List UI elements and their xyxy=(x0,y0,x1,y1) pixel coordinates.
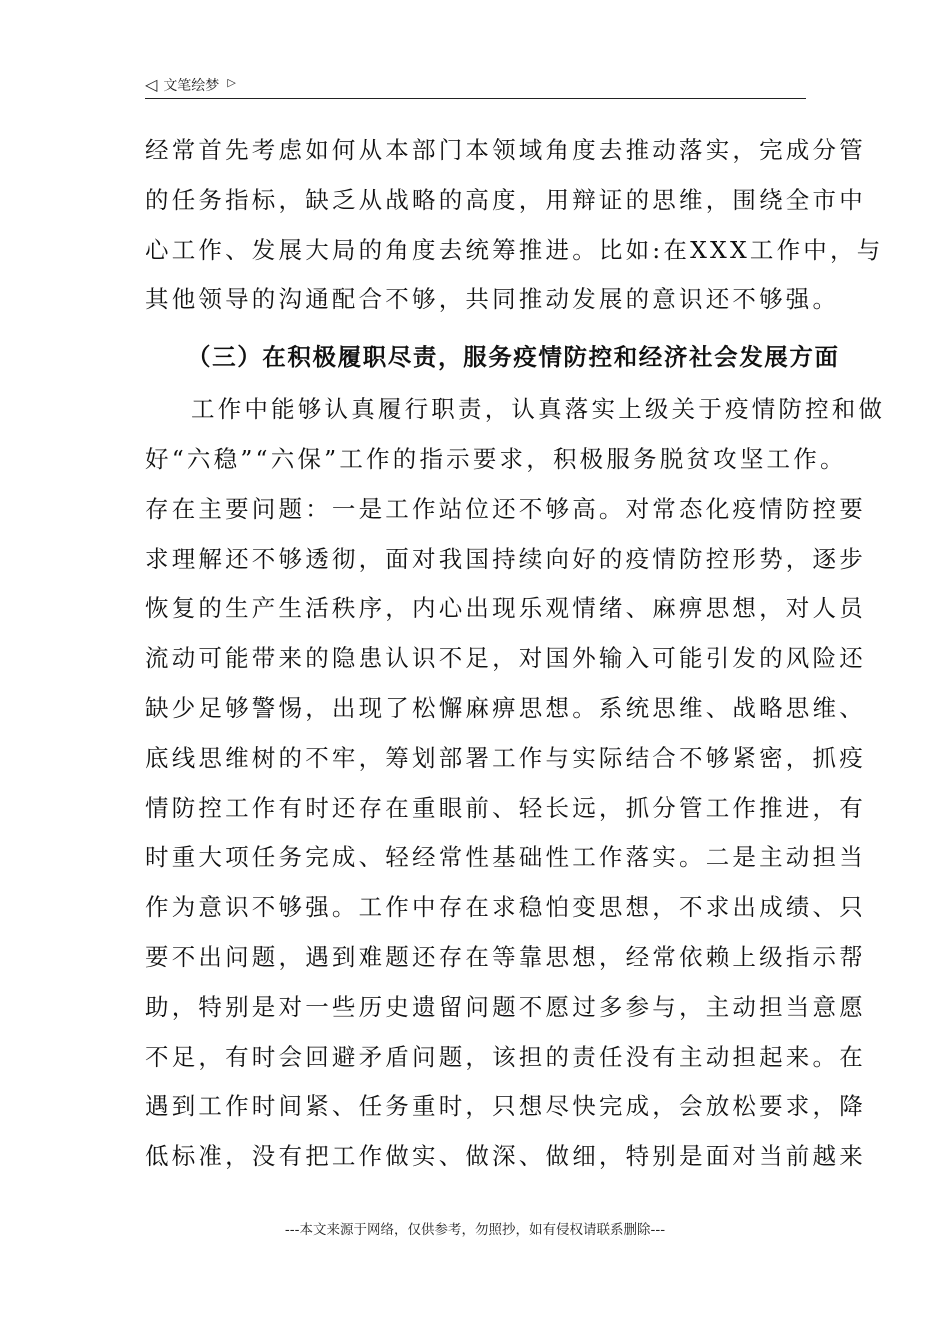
text-line: 时重大项任务完成、轻经常性基础性工作落实。二是主动担当 xyxy=(145,843,866,872)
page-footer: ---本文来源于网络，仅供参考，勿照抄，如有侵权请联系删除--- xyxy=(284,1222,666,1238)
text-line: 存在主要问题：一是工作站位还不够高。对常态化疫情防控要 xyxy=(145,494,866,523)
header-title: 文笔绘梦 xyxy=(163,78,220,94)
text-line: 恢复的生产生活秩序，内心出现乐观情绪、麻痹思想，对人员 xyxy=(145,594,866,623)
triangle-right-icon: ▷ xyxy=(227,75,236,89)
text-line: 的任务指标，缺乏从战略的高度，用辩证的思维，围绕全市中 xyxy=(145,185,866,214)
text-line: 心工作、发展大局的角度去统筹推进。比如:在XXX工作中，与 xyxy=(145,235,884,264)
text-line: 要不出问题，遇到难题还存在等靠思想，经常依赖上级指示帮 xyxy=(145,942,866,971)
text-line: 低标准，没有把工作做实、做深、做细，特别是面对当前越来 xyxy=(145,1142,866,1171)
page-header xyxy=(145,72,806,99)
text-line: 助，特别是对一些历史遗留问题不愿过多参与，主动担当意愿 xyxy=(145,992,866,1021)
text-line: 经常首先考虑如何从本部门本领域角度去推动落实，完成分管 xyxy=(145,136,866,164)
text-line: 求理解还不够透彻，面对我国持续向好的疫情防控形势，逐步 xyxy=(145,544,866,573)
triangle-left-icon: ◁ xyxy=(145,75,158,94)
text-line: 不足，有时会回避矛盾问题，该担的责任没有主动担起来。在 xyxy=(145,1042,866,1071)
text-line: 情防控工作有时还存在重眼前、轻长远，抓分管工作推进，有 xyxy=(145,793,866,822)
text-line: 遇到工作时间紧、任务重时，只想尽快完成，会放松要求，降 xyxy=(145,1092,866,1121)
text-line: 底线思维树的不牢，筹划部署工作与实际结合不够紧密，抓疫 xyxy=(145,743,866,772)
section-heading: （三）在积极履职尽责，服务疫情防控和经济社会发展方面 xyxy=(187,343,840,372)
text-line: 流动可能带来的隐患认识不足，对国外输入可能引发的风险还 xyxy=(145,644,866,673)
text-line: 工作中能够认真履行职责，认真落实上级关于疫情防控和做 xyxy=(191,395,886,424)
text-line: 其他领导的沟通配合不够，共同推动发展的意识还不够强。 xyxy=(145,285,840,314)
text-line: 缺少足够警惕，出现了松懈麻痹思想。系统思维、战略思维、 xyxy=(145,693,866,722)
text-line: 好“六稳”“六保”工作的指示要求，积极服务脱贫攻坚工作。 xyxy=(145,444,847,473)
text-line: 作为意识不够强。工作中存在求稳怕变思想，不求出成绩、只 xyxy=(145,893,866,922)
document-body xyxy=(145,126,886,1182)
